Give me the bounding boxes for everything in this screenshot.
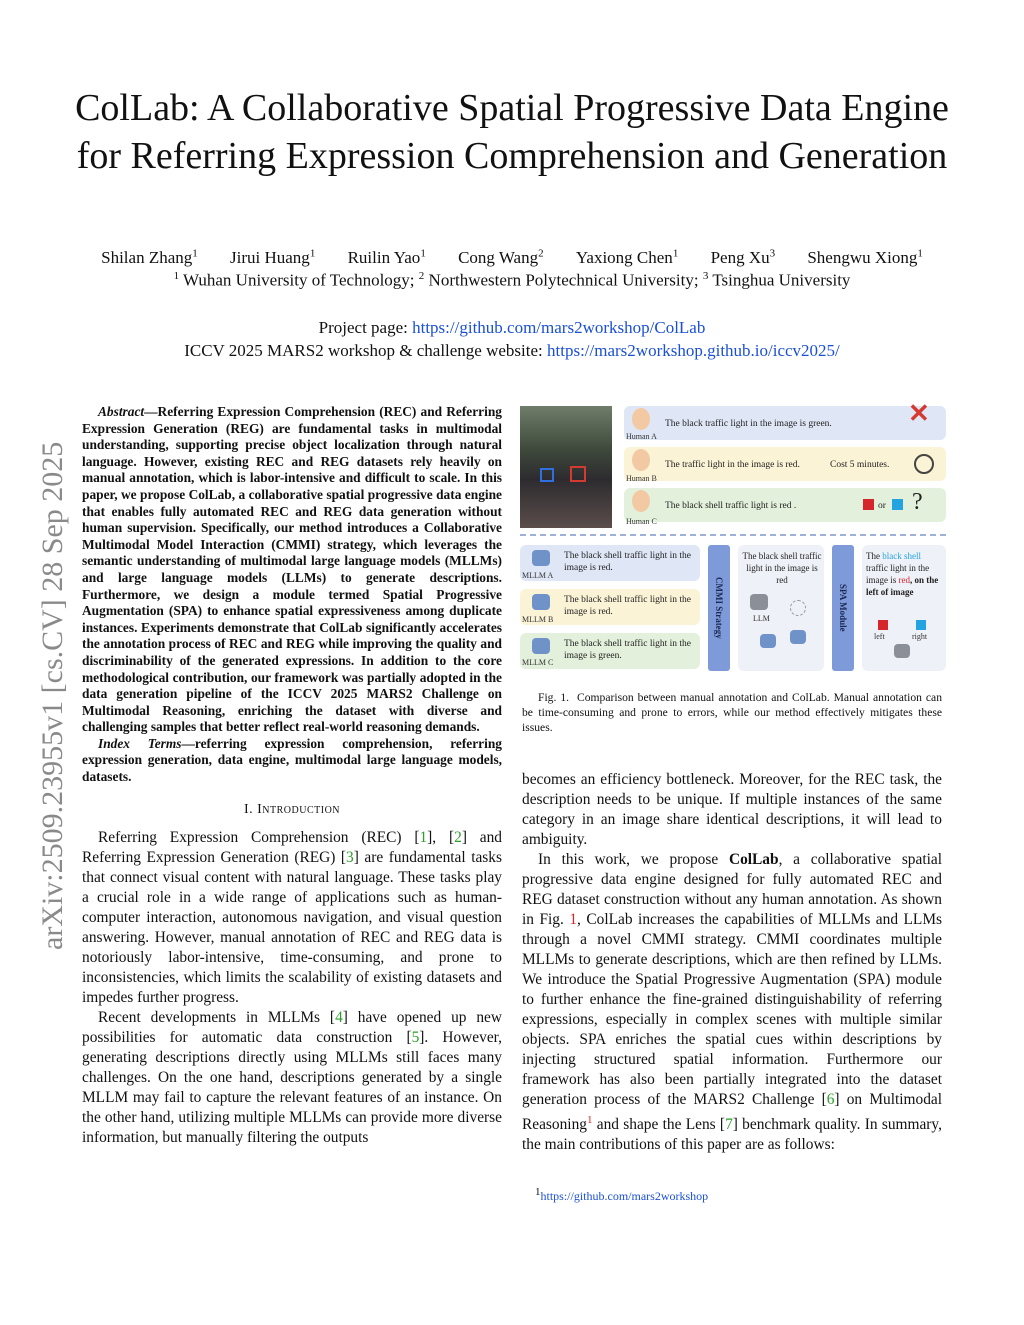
robot-icon xyxy=(790,630,806,644)
llm-text: The black shell traffic light in the image is red xyxy=(742,551,822,585)
human-c-text: The black shell traffic light is red . xyxy=(665,501,797,511)
human-c-label: Human C xyxy=(626,517,657,526)
citation-link[interactable]: 4 xyxy=(335,1008,343,1026)
author: Shengwu Xiong$^1$ xyxy=(807,247,923,267)
author: Cong Wang$^2$ xyxy=(458,247,544,267)
human-a-label: Human A xyxy=(626,432,657,441)
index-terms: Index Terms—referring expression comprehension, referring expression generation, data engine, multimodal large language models, datasets. xyxy=(82,735,502,785)
mllm-c-label: MLLM C xyxy=(522,658,554,667)
robot-icon xyxy=(532,594,550,610)
figure-ref-link[interactable]: 1 xyxy=(569,911,578,928)
paper-title: ColLab: A Collaborative Spatial Progressive Data Engine for Referring Expression Comprehension and Generation xyxy=(75,87,949,177)
footnote-link[interactable]: https://github.com/mars2workshop xyxy=(540,1189,709,1203)
project-links: Project page: https://github.com/mars2workshop/ColLab ICCV 2025 MARS2 workshop & challenge website: https://mars2workshop.github.io/iccv2025/ xyxy=(184,318,840,360)
or-text: or xyxy=(878,501,886,511)
robot-icon xyxy=(750,594,768,610)
figure-caption: Fig. 1. Comparison between manual annotation and ColLab. Manual annotation can be time-consuming and prone to errors, while our method effectively mitigates these issues. xyxy=(522,691,943,734)
robot-icon xyxy=(760,634,776,648)
right-label: right xyxy=(912,632,928,641)
paragraph: becomes an efficiency bottleneck. Moreover, for the REC task, the description needs to be unique. If multiple instances of the same category in an image share identical descriptions, it will lead to ambiguity. xyxy=(522,771,942,848)
author: Yaxiong Chen$^1$ xyxy=(575,247,679,267)
human-b-text: The traffic light in the image is red. xyxy=(665,460,800,470)
right-column-text xyxy=(522,770,942,1155)
citation-link[interactable]: 3 xyxy=(346,848,354,866)
blue-cube-icon xyxy=(892,499,903,510)
person-icon xyxy=(632,408,650,430)
paragraph: Recent developments in MLLMs [4] have opened up new possibilities for automatic data construction [5]. However, generating descriptions directly using MLLMs still faces many challenges. On the one hand, descriptions generated by a single MLLM may fail to capture the relevant features of an instance. On the other hand, utilizing multiple MLLMs can provide more diverse information, but manually filtering the outputs xyxy=(82,1008,503,1146)
red-cube-icon xyxy=(863,499,874,510)
spa-label: SPA Module xyxy=(838,584,848,632)
author-list xyxy=(60,247,964,268)
footnote: $^1$https://github.com/mars2workshop xyxy=(535,1186,709,1203)
llm-label: LLM xyxy=(753,614,770,623)
citation-link[interactable]: 5 xyxy=(411,1028,420,1046)
author: Shilan Zhang$^1$ xyxy=(101,247,198,267)
section-heading: I. Introduction xyxy=(243,801,341,817)
mllm-a-text: The black shell traffic light in the image is red. xyxy=(564,551,691,573)
left-column xyxy=(82,404,502,1148)
street-photo xyxy=(520,406,612,528)
affiliations: $^1$ Wuhan University of Technology; $^2$ Northwestern Polytechnical University; $^3$ Tsinghua University xyxy=(173,270,851,290)
footnote-mark[interactable]: 1 xyxy=(586,1114,593,1126)
mllm-b-text: The black shell traffic light in the image is red. xyxy=(564,595,691,617)
author: Peng Xu$^3$ xyxy=(710,247,776,267)
human-b-note: Cost 5 minutes. xyxy=(830,460,890,470)
blue-cube-icon xyxy=(916,620,926,630)
citation-link[interactable]: 7 xyxy=(725,1116,733,1134)
intro-text xyxy=(82,828,502,1148)
author: Jirui Huang$^1$ xyxy=(230,247,316,267)
question-mark: ? xyxy=(912,489,923,515)
author: Ruilin Yao$^1$ xyxy=(347,247,426,267)
citation-link[interactable]: 2 xyxy=(454,828,462,846)
citation-link[interactable]: 6 xyxy=(826,1091,835,1108)
spa-output-text: The black shell traffic light in the image is red, on the left of image xyxy=(866,551,939,597)
red-cube-icon xyxy=(878,620,888,630)
figure-1 xyxy=(520,399,948,674)
human-b-label: Human B xyxy=(626,474,657,483)
mllm-c-text: The black shell traffic light in the image is green. xyxy=(564,639,691,661)
left-label: left xyxy=(874,632,885,641)
person-icon xyxy=(632,449,650,471)
clock-icon xyxy=(914,454,934,474)
cmmi-label: CMMI Strategy xyxy=(714,577,724,639)
paragraph: Referring Expression Comprehension (REC) [1], [2] and Referring Expression Generation (REG) [3] are fundamental tasks that connect visual content with natural language. These tasks play a crucial role in a wide range of applications such as human-computer interaction, autonomous navigation, and visual question answering. However, manual annotation of REC and REG data is notoriously labor-intensive, time-consuming, and prone to inconsistencies, which limits the scalability of existing datasets and impedes further progress. xyxy=(82,828,502,1006)
mllm-a-label: MLLM A xyxy=(522,571,554,580)
mllm-b-label: MLLM B xyxy=(522,615,554,624)
human-a-text: The black traffic light in the image is green. xyxy=(665,419,832,429)
paragraph: In this work, we propose ColLab, a collaborative spatial progressive data engine designed for fully automated REC and REG dataset construction without any human annotation. As shown in Fig. 1, ColLab increases the capabilities of MLLMs and LLMs through a novel CMMI strategy. CMMI coordinates multiple MLLMs to generate descriptions, which are then refined by LLMs. We introduce the Spatial Progressive Augmentation (SPA) module to further enhance the fine-grained distinguishability of referring expressions, especially in complex scenes with multiple similar objects. SPA enriches the spatial cues within descriptions by injecting structured spatial information. Furthermore our framework has also been partially integrated into the dataset generation process of the MARS2 Challenge [6] on Multimodal Reasoning$^1$ and shape the Lens [7] benchmark quality. In summary, the main contributions of this paper are as follows: xyxy=(522,851,942,1154)
project-page-link[interactable]: https://github.com/mars2workshop/ColLab xyxy=(412,318,706,337)
cross-icon: ✕ xyxy=(908,399,930,428)
workshop-link[interactable]: https://mars2workshop.github.io/iccv2025/ xyxy=(547,341,840,360)
robot-icon xyxy=(532,550,550,566)
robot-icon xyxy=(532,638,550,654)
cycle-icon xyxy=(790,600,806,616)
divider xyxy=(520,534,946,536)
person-icon xyxy=(632,490,650,512)
abstract: Abstract—Referring Expression Comprehension (REC) and Referring Expression Generation (REG) are fundamental tasks in multimodal understanding, supporting precise object localization through natural language. However, existing REC and REG datasets rely heavily on manual annotation, which is labor-intensive and difficult to scale. In this paper, we propose ColLab, a collaborative spatial progressive data engine that enables fully automated REC and REG data generation without human supervision. Specifically, our method introduces a Collaborative Multimodal Model Interaction (CMMI) strategy, which leverages the semantic understanding of multimodal large language models (MLLMs) and large language models (LLMs) to generate descriptions. Furthermore, we design a module termed Spatial Progressive Augmentation (SPA) to enhance spatial expressiveness among duplicate instances. Experiments demonstrate that ColLab significantly accelerates the annotation process of REC and REG while improving the quality and discriminability of the generated expressions. In addition to the core methodological contribution, our framework was partially adopted in the data generation pipeline of the ICCV 2025 MARS2 Challenge on Multimodal Reasoning, enriching the dataset with diverse and challenging samples that better reflect real-world reasoning demands. xyxy=(82,404,502,735)
robot-icon xyxy=(894,644,910,658)
arxiv-stamp: arXiv:2509.23955v1 [cs.CV] 28 Sep 2025 xyxy=(36,441,69,950)
citation-link[interactable]: 1 xyxy=(419,828,428,846)
